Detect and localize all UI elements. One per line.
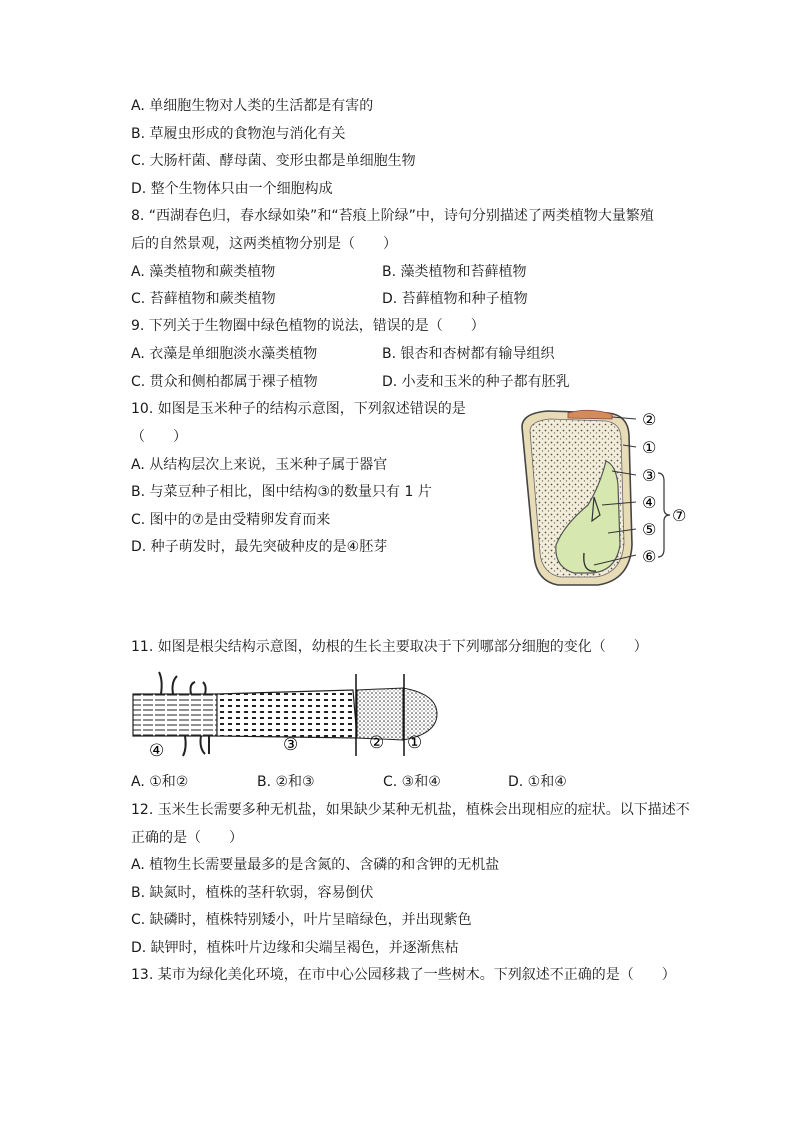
q7-option-d: D. 整个生物体只由一个细胞构成 [131,181,333,197]
q11-option-b: B. ②和③ [257,774,315,790]
q12-option-d: D. 缺钾时，植株叶片边缘和尖端呈褐色，并逐渐焦枯 [131,940,459,956]
root-label-4: ④ [149,741,165,760]
corn-seed-diagram [508,405,698,590]
q13-stem: 13. 某市为绿化美化环境，在市中心公园移栽了一些树木。下列叙述不正确的是（ ） [131,967,676,983]
q12-option-a: A. 植物生长需要量最多的是含氮的、含磷的和含钾的无机盐 [131,857,500,873]
q9-option-a: A. 衣藻是单细胞淡水藻类植物 [131,346,318,362]
seed-label-3: ③ [642,466,657,485]
seed-label-7: ⑦ [672,506,687,525]
q11-option-d: D. ①和④ [508,774,567,790]
q11-option-a: A. ①和② [131,774,189,790]
q10-stem-line2: （ ） [131,429,187,445]
q9-stem: 9. 下列关于生物圈中绿色植物的说法，错误的是（ ） [131,318,485,334]
q9-option-d: D. 小麦和玉米的种子都有胚乳 [382,374,570,390]
q10-option-c: C. 图中的⑦是由受精卵发育而来 [131,512,331,528]
root-label-1: ① [407,733,423,753]
q8-option-d: D. 苔藓植物和种子植物 [382,291,528,307]
q8-option-c: C. 苔藓植物和蕨类植物 [131,291,276,307]
q7-option-b: B. 草履虫形成的食物泡与消化有关 [131,126,346,142]
root-tip-diagram [131,668,441,760]
q10-option-d: D. 种子萌发时，最先突破种皮的是④胚芽 [131,539,388,555]
q12-option-c: C. 缺磷时，植株特别矮小，叶片呈暗绿色，并出现紫色 [131,912,472,928]
seed-label-2: ② [642,410,657,429]
elongation-zone [217,690,357,738]
seed-label-5: ⑤ [642,520,657,539]
q9-option-b: B. 银杏和杏树都有输导组织 [382,346,555,362]
seed-label-6: ⑥ [642,547,657,566]
q10-option-a: A. 从结构层次上来说，玉米种子属于器官 [131,457,388,473]
q8-stem-line2: 后的自然景观，这两类植物分别是（ ） [131,236,397,252]
seed-label-4: ④ [642,493,657,512]
q7-option-a: A. 单细胞生物对人类的生活都是有害的 [131,98,374,114]
q9-option-c: C. 贯众和侧柏都属于裸子植物 [131,374,318,390]
brace-7 [658,473,670,557]
seed-tip-shape [568,410,612,419]
q10-option-b: B. 与菜豆种子相比，图中结构③的数量只有 1 片 [131,484,432,500]
maturation-zone [133,694,217,736]
root-label-2: ② [369,733,385,753]
q7-option-c: C. 大肠杆菌、酵母菌、变形虫都是单细胞生物 [131,153,416,169]
q11-stem: 11. 如图是根尖结构示意图，幼根的生长主要取决于下列哪部分细胞的变化（ ） [131,639,648,655]
q12-option-b: B. 缺氮时，植株的茎秆软弱，容易倒伏 [131,885,374,901]
q11-option-c: C. ③和④ [383,774,441,790]
q12-stem-line2: 正确的是（ ） [131,830,243,846]
q12-stem-line1: 12. 玉米生长需要多种无机盐，如果缺少某种无机盐，植株会出现相应的症状。以下描述不 [131,802,690,818]
q8-option-b: B. 藻类植物和苔藓植物 [382,264,527,280]
q8-option-a: A. 藻类植物和蕨类植物 [131,264,276,280]
q8-stem-line1: 8. “西湖春色归，春水绿如染”和“苔痕上阶绿”中，诗句分别描述了两类植物大量繁殖 [131,208,654,224]
q10-stem-line1: 10. 如图是玉米种子的结构示意图，下列叙述错误的是 [131,401,466,417]
root-label-3: ③ [283,735,299,755]
seed-label-1: ① [642,438,657,457]
